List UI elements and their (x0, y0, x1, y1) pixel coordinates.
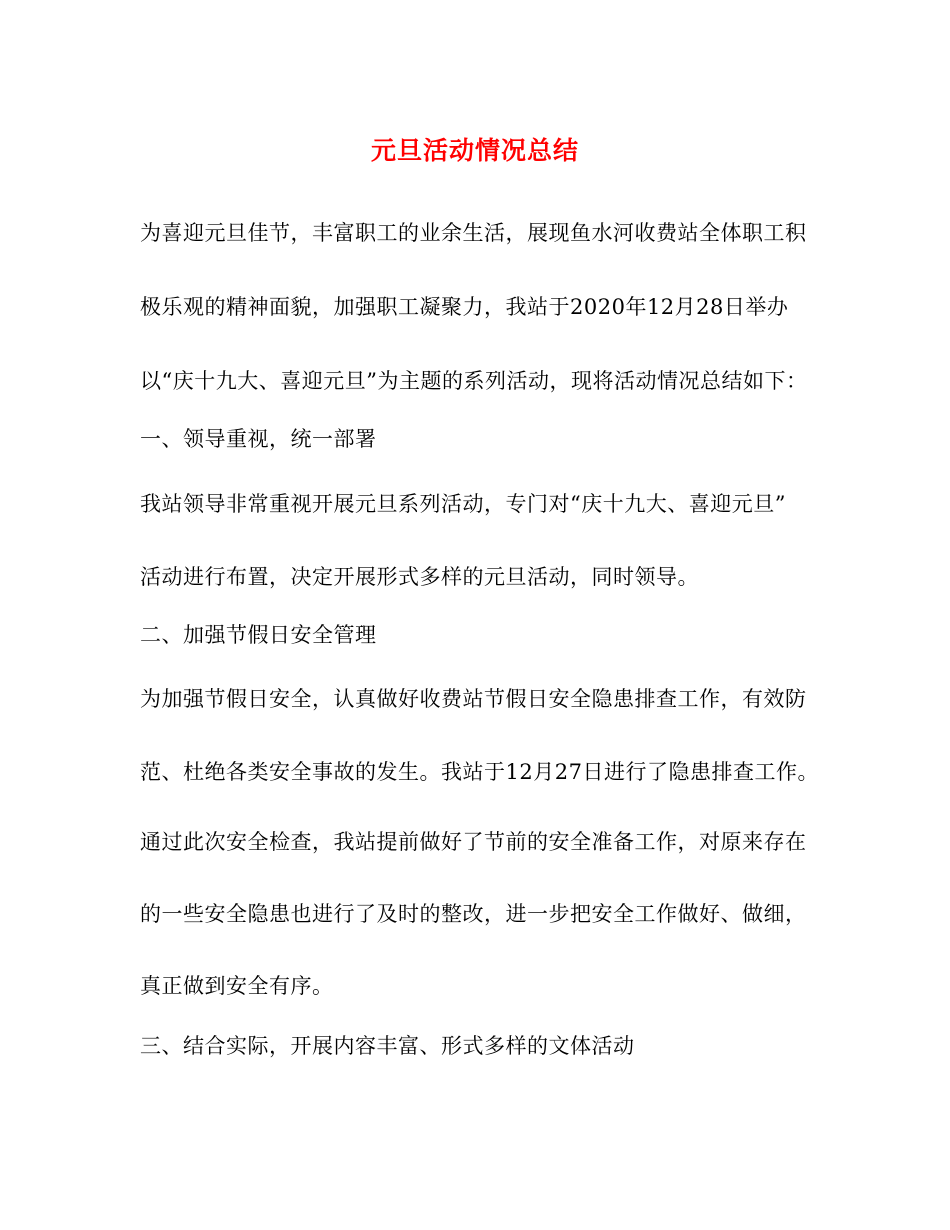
section-heading-3: 三、结合实际，开展内容丰富、形式多样的文体活动 (140, 1034, 635, 1058)
paragraph-line: 为加强节假日安全，认真做好收费站节假日安全隐患排查工作，有效防 (140, 687, 807, 711)
paragraph-line: 活动进行布置，决定开展形式多样的元旦活动，同时领导。 (140, 565, 699, 589)
paragraph-line: 我站领导非常重视开展元旦系列活动，专门对“庆十九大、喜迎元旦” (140, 492, 786, 516)
paragraph-line: 通过此次安全检查，我站提前做好了节前的安全准备工作，对原来存在 (140, 830, 807, 854)
section-heading-1: 一、领导重视，统一部署 (140, 427, 377, 451)
paragraph-line: 为喜迎元旦佳节，丰富职工的业余生活，展现鱼水河收费站全体职工积 (140, 221, 807, 245)
document-title: 元旦活动情况总结 (370, 136, 579, 165)
section-heading-2: 二、加强节假日安全管理 (140, 623, 377, 647)
paragraph-line: 以“庆十九大、喜迎元旦”为主题的系列活动，现将活动情况总结如下： (140, 369, 808, 393)
paragraph-line: 真正做到安全有序。 (140, 974, 334, 998)
paragraph-line: 极乐观的精神面貌，加强职工凝聚力，我站于2020年12月28日举办 (140, 295, 789, 319)
paragraph-line: 范、杜绝各类安全事故的发生。我站于12月27日进行了隐患排查工作。 (140, 760, 819, 784)
paragraph-line: 的一些安全隐患也进行了及时的整改，进一步把安全工作做好、做细， (140, 902, 807, 926)
